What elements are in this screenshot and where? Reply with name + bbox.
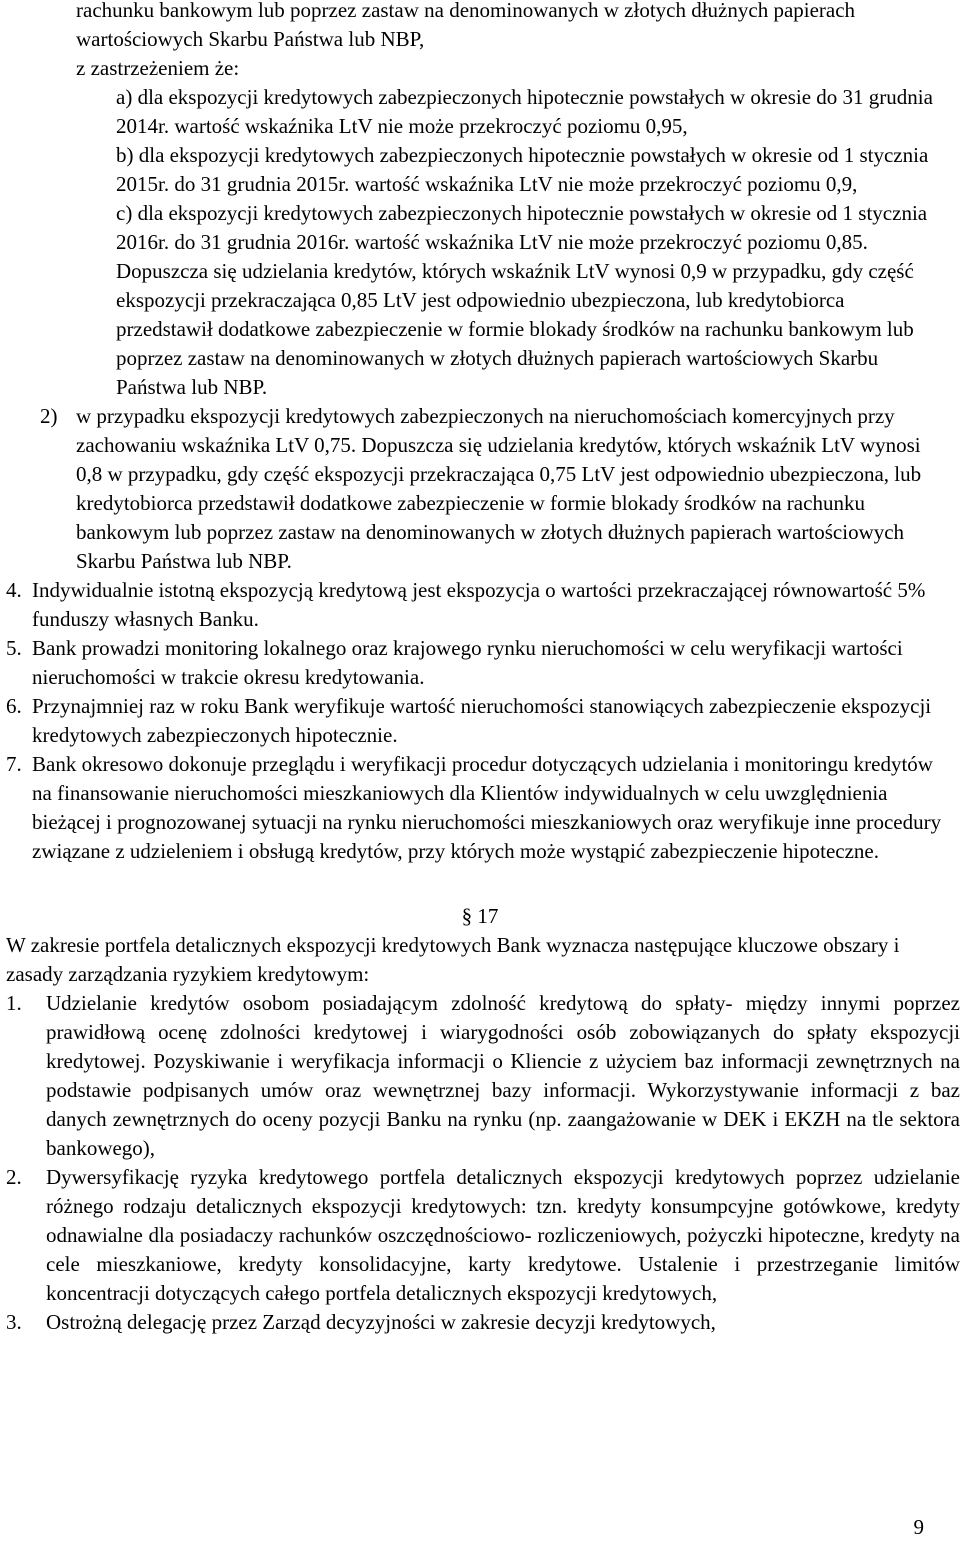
subpoint-b: b) dla ekspozycji kredytowych zabezpieczonych hipotecznie powstałych w okresie od 1 stycznia 2015r. do 31 grudnia 2015r. wartość wskaźnika LtV nie może przekroczyć poziomu 0,9, [116, 143, 929, 196]
paragraph-zastrzezenie: z zastrzeżeniem że: [76, 56, 240, 80]
point-label: 4. [6, 578, 22, 602]
point-text: Bank okresowo dokonuje przeglądu i weryfikacji procedur dotyczących udzielania i monitoringu kredytów na finansowanie nieruchomości mieszkaniowych dla Klientów indywidualnych w celu uwzględnienia bieżącej i prognozowanej sytuacji na rynku nieruchomości mieszkaniowych oraz weryfikuje inne procedury związane z udzieleniem i obsługą kredytów, przy których może wystąpić zabezpieczenie hipoteczne. [32, 752, 942, 863]
paragraph-intro: rachunku bankowym lub poprzez zastaw na denominowanych w złotych dłużnych papierach wartościowych Skarbu Państwa lub NBP, [76, 0, 856, 51]
point-text: Bank prowadzi monitoring lokalnego oraz krajowego rynku nieruchomości w celu weryfikacji wartości nieruchomości w trakcie okresu kredytowania. [32, 636, 903, 689]
section-item-label: 3. [6, 1310, 22, 1334]
point-4 [0, 576, 946, 634]
list-item-text: w przypadku ekspozycji kredytowych zabezpieczonych na nieruchomościach komercyjnych przy zachowaniu wskaźnika LtV 0,75. Dopuszcza się udzielania kredytów, których wskaźnik LtV wynosi 0,8 w przypadku, gdy część ekspozycji przekraczająca 0,75 LtV jest odpowiednio ubezpieczona, lub kredytobiorca przedstawił dodatkowe zabezpieczenie w formie blokady środków na rachunku bankowym lub poprzez zastaw na denominowanych w złotych dłużnych papierach wartościowych Skarbu Państwa lub NBP. [76, 404, 922, 573]
subpoint-c: c) dla ekspozycji kredytowych zabezpieczonych hipotecznie powstałych w okresie od 1 stycznia 2016r. do 31 grudnia 2016r. wartość wskaźnika LtV nie może przekroczyć poziomu 0,85. Dopuszcza się udzielania kredytów, których wskaźnik LtV wynosi 0,9 w przypadku, gdy część ekspozycji przekraczająca 0,85 LtV jest odpowiednio ubezpieczona, lub kredytobiorca przedstawił dodatkowe zabezpieczenie w formie blokady środków na rachunku bankowym lub poprzez zastaw na denominowanych w złotych dłużnych papierach wartościowych Skarbu Państwa lub NBP. [116, 201, 928, 399]
section-item-text: Udzielanie kredytów osobom posiadającym zdolność kredytową do spłaty- między innymi poprzez prawidłową ocenę zdolności kredytowej i wiarygodności osób zobowiązanych do spłaty ekspozycji kredytowej. Pozyskiwanie i weryfikacja informacji o Kliencie z użyciem baz informacji zewnętrznych na podstawie podpisanych umów oraz wewnętrznej bazy informacji. Wykorzystywanie informacji z baz danych zewnętrznych do oceny pozycji Banku na rynku (np. zaangażowanie w DEK i EKZH na tle sektora bankowego), [46, 991, 960, 1160]
section-item-text: Ostrożną delegację przez Zarząd decyzyjności w zakresie decyzji kredytowych, [46, 1310, 716, 1334]
list-item-2 [0, 402, 946, 576]
point-text: Indywidualnie istotną ekspozycją kredytową jest ekspozycja o wartości przekraczającej równowartość 5% funduszy własnych Banku. [32, 578, 926, 631]
list-item-label: 2) [40, 404, 58, 428]
page-number: 9 [913, 1515, 924, 1539]
subpoint-a: a) dla ekspozycji kredytowych zabezpieczonych hipotecznie powstałych w okresie do 31 grudnia 2014r. wartość wskaźnika LtV nie może przekroczyć poziomu 0,95, [116, 85, 933, 138]
point-text: Przynajmniej raz w roku Bank weryfikuje wartość nieruchomości stanowiących zabezpieczenie ekspozycji kredytowych zabezpieczonych hipotecznie. [32, 694, 932, 747]
point-5 [0, 634, 946, 692]
point-7 [0, 750, 946, 866]
section-item-label: 1. [6, 991, 22, 1015]
point-label: 5. [6, 636, 22, 660]
section-item-3 [0, 1308, 960, 1337]
point-6 [0, 692, 946, 750]
section-item-1 [0, 989, 960, 1163]
section-item-text: Dywersyfikację ryzyka kredytowego portfela detalicznych ekspozycji kredytowych poprzez udzielanie różnego rodzaju detalicznych ekspozycji kredytowych: tzn. kredyty konsumpcyjne gotówkowe, kredyty odnawialne dla posiadaczy rachunków oszczędnościowo- rozliczeniowych, pożyczki hipoteczne, kredyty na cele mieszkaniowe, kredyty konsolidacyjne, karty kredytowe. Ustalenie i przestrzeganie limitów koncentracji dotyczących całego portfela detalicznych ekspozycji kredytowych, [46, 1165, 960, 1305]
section-intro: W zakresie portfela detalicznych ekspozycji kredytowych Bank wyznacza następujące kluczowe obszary i zasady zarządzania ryzykiem kredytowym: [6, 933, 900, 986]
section-item-2 [0, 1163, 960, 1308]
point-label: 7. [6, 752, 22, 776]
section-heading: § 17 [461, 904, 499, 928]
section-item-label: 2. [6, 1165, 22, 1189]
point-label: 6. [6, 694, 22, 718]
